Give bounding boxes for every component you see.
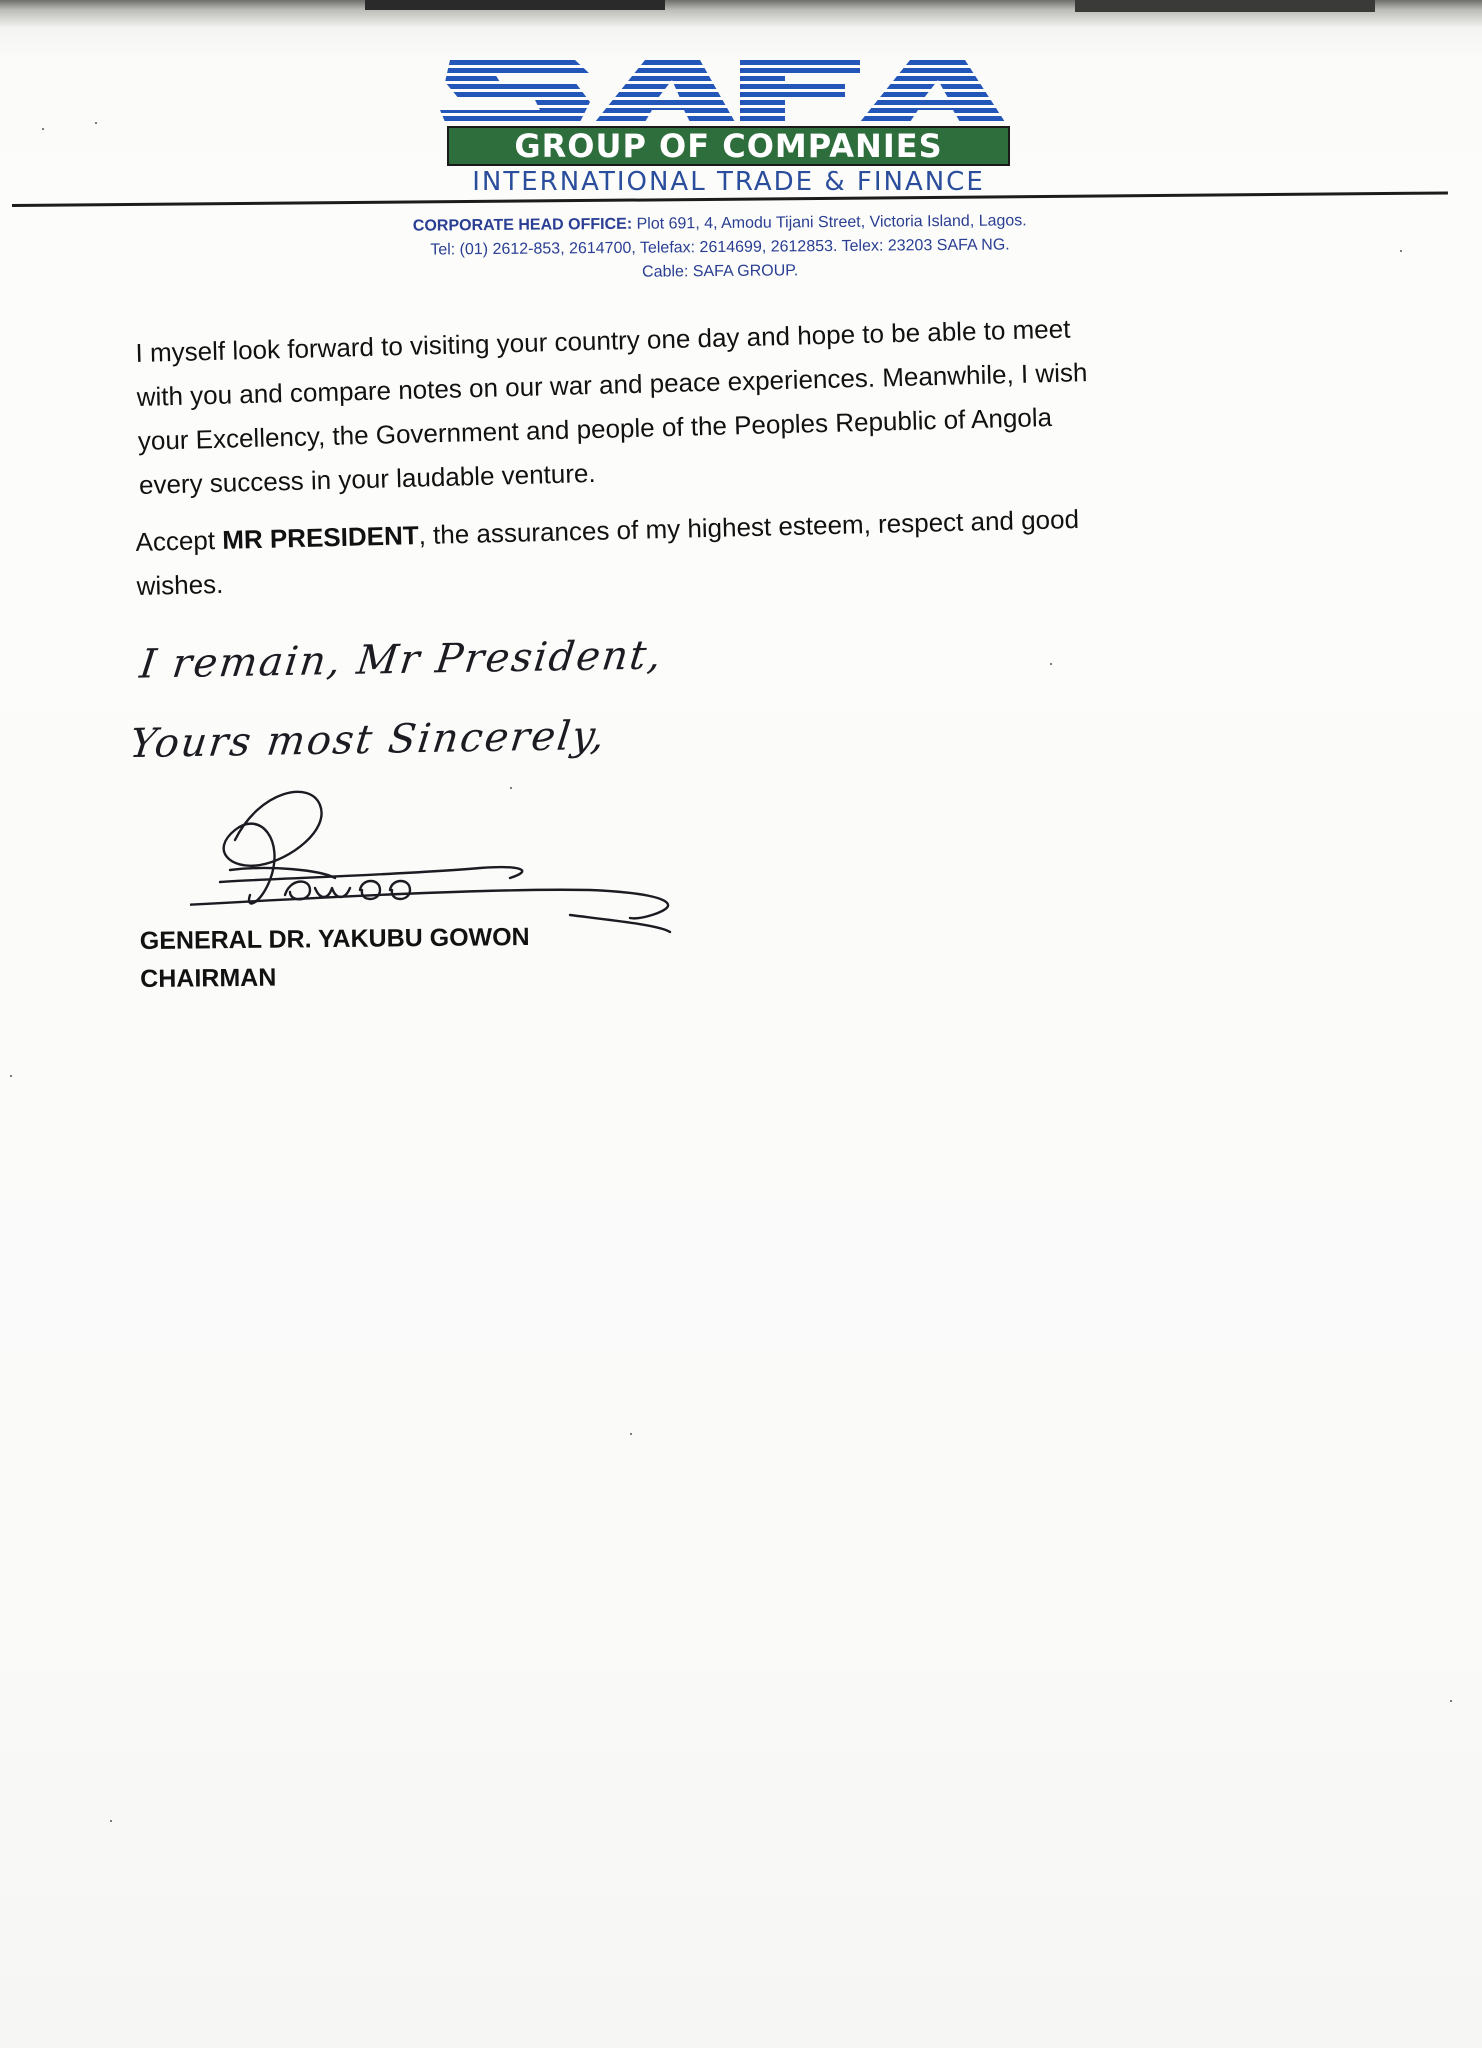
paragraph-line: your Excellency, the Government and people of the Peoples Republic of Angola [137,402,1053,456]
paper-speck [1450,1700,1452,1702]
signatory-block [140,918,531,998]
handwritten-remain: I remain, Mr President, [137,632,666,688]
addressee-emphasis: MR PRESIDENT [221,520,420,555]
contact-line: Tel: (01) 2612-853, 2614700, Telefax: 2614699, 2612853. Telex: 23203 SAFA NG. [430,236,1010,259]
paragraph-line: every success in your laudable venture. [138,457,596,500]
safa-logo [440,52,1020,128]
tagline: INTERNATIONAL TRADE & FINANCE [472,167,985,197]
page-top-edge-right [1075,0,1375,12]
signature [190,770,690,940]
cable-line: Cable: SAFA GROUP. [642,262,799,281]
page-top-edge [365,0,665,10]
paper-speck [1050,663,1052,665]
paragraph-text: , the assurances of my highest esteem, respect and good [418,503,1080,551]
office-address-block [360,209,1081,287]
office-label: CORPORATE HEAD OFFICE: [412,215,633,235]
office-address: Plot 691, 4, Amodu Tijani Street, Victoria Island, Lagos. [636,212,1027,233]
paper-speck [42,128,44,130]
signatory-title: CHAIRMAN [140,963,277,994]
paper-speck [630,1433,632,1435]
handwritten-sincerely: Yours most Sincerely, [127,712,609,768]
paper-speck [510,787,512,789]
accept-text: Accept [135,524,223,557]
signatory-name: GENERAL DR. YAKUBU GOWON [139,922,530,956]
group-name-bar: GROUP OF COMPANIES [447,126,1010,166]
paper-speck [95,122,97,124]
paragraph-line: I myself look forward to visiting your country one day and hope to be able to meet [135,313,1071,368]
paper-speck [10,1075,12,1077]
paragraph-line: wishes. [136,568,224,601]
paper-speck [110,1820,112,1822]
body-paragraph-1 [135,300,1339,507]
paragraph-line: with you and compare notes on our war and peace experiences. Meanwhile, I wish [136,357,1088,412]
body-paragraph-2 [135,491,1337,608]
paper-speck [1400,250,1402,252]
